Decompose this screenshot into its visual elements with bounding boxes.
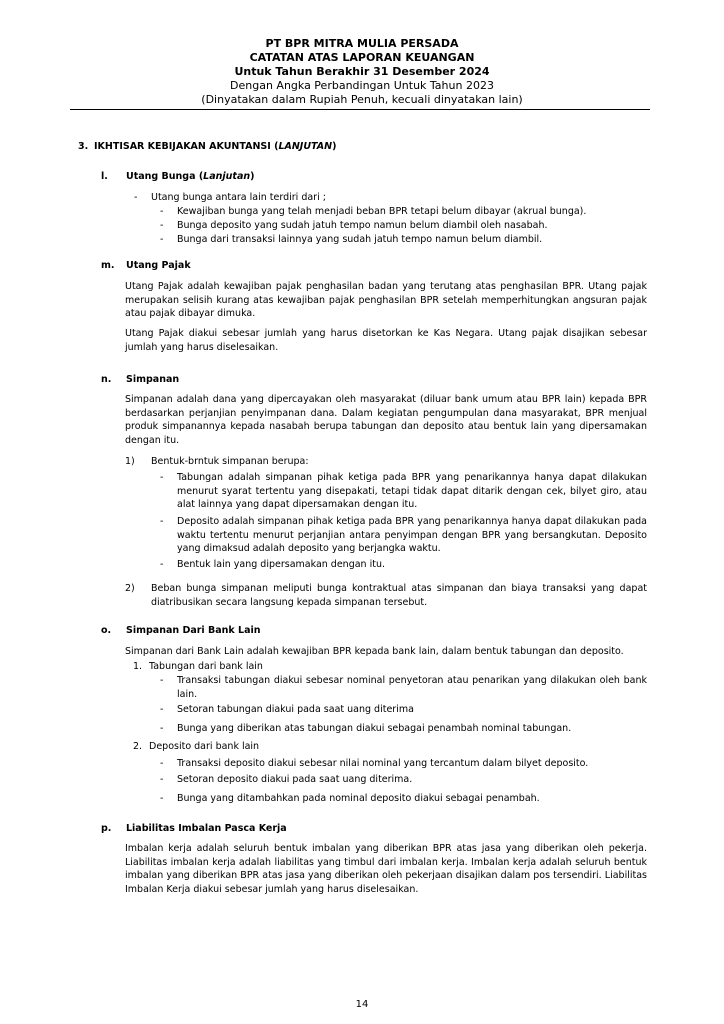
subsection-title <box>126 171 254 182</box>
subsection-title: Utang Pajak <box>126 260 191 271</box>
item-number: 1) <box>125 456 135 467</box>
report-title: CATATAN ATAS LAPORAN KEUANGAN <box>249 51 475 64</box>
bullet-dash: - <box>160 704 164 715</box>
bullet-dash: - <box>160 559 164 570</box>
paragraph: Utang Pajak adalah kewajiban pajak penghasilan badan yang terutang atas penghasilan BPR. Utang pajak merupakan selisih kurang atas kewajiban pajak penghasilan BPR setelah memperhitungkan angsuran pajak atau pajak dibayar dimuka. <box>125 281 647 319</box>
page-number: 14 <box>355 999 369 1010</box>
bullet-dash: - <box>160 206 164 217</box>
subsection-title-text: Utang Bunga ( <box>126 171 204 182</box>
paragraph: Imbalan kerja adalah seluruh bentuk imbalan yang diberikan BPR atas jasa yang diberikan oleh pekerja. Liabilitas imbalan kerja adalah liabilitas yang timbul dari imbalan kerja. Imbalan kerja adalah seluruh bentuk imbalan yang diberikan BPR atas jasa yang diberikan oleh pekerjaan disajikan dalam pos tersendiri. Liabilitas Imbalan Kerja diakui sebesar jumlah yang harus diselesaikan. <box>125 843 647 895</box>
subsection-title: Simpanan Dari Bank Lain <box>126 625 261 636</box>
section-number: 3. <box>78 141 89 152</box>
paragraph: Utang Pajak diakui sebesar jumlah yang harus disetorkan ke Kas Negara. Utang pajak disajikan sebesar jumlah yang harus diselesaikan. <box>125 328 647 353</box>
list-item-text: Bunga yang ditambahkan pada nominal deposito diakui sebagai penambah. <box>177 793 540 804</box>
list-item-text: Deposito adalah simpanan pihak ketiga pada BPR yang penarikannya hanya dapat dilakukan pada waktu tertentu menurut perjanjian antara penyimpan dengan BPR yang bersangkutan. Deposito yang dimaksud adalah deposito yang berjangka waktu. <box>177 516 647 554</box>
list-item-text: Bunga deposito yang sudah jatuh tempo namun belum diambil oleh nasabah. <box>177 220 548 231</box>
subsection-title-end: ) <box>250 171 255 182</box>
bullet-dash: - <box>160 516 164 527</box>
company-name: PT BPR MITRA MULIA PERSADA <box>265 37 459 50</box>
subsection-title: Liabilitas Imbalan Pasca Kerja <box>126 823 287 834</box>
list-item-text: Setoran deposito diakui pada saat uang diterima. <box>177 774 413 785</box>
report-header <box>70 37 654 107</box>
bullet-dash: - <box>160 472 164 483</box>
subsection-letter: m. <box>101 260 115 271</box>
paragraph: Simpanan dari Bank Lain adalah kewajiban BPR kepada bank lain, dalam bentuk tabungan dan deposito. <box>125 646 624 657</box>
list-item-text: Bunga yang diberikan atas tabungan diakui sebagai penambah nominal tabungan. <box>177 723 572 734</box>
section-title: IKHTISAR KEBIJAKAN AKUNTANSI ( <box>94 141 279 152</box>
list-item-text: Utang bunga antara lain terdiri dari ; <box>151 192 326 203</box>
item-text: Bentuk-brntuk simpanan berupa: <box>151 456 309 467</box>
section-heading <box>78 141 336 152</box>
bullet-dash: - <box>160 220 164 231</box>
list-item-text: Setoran tabungan diakui pada saat uang diterima <box>177 704 414 715</box>
bullet-dash: - <box>160 758 164 769</box>
subsection-title: Simpanan <box>126 374 180 385</box>
comparison-note: Dengan Angka Perbandingan Untuk Tahun 2023 <box>230 79 494 92</box>
list-item-text: Tabungan adalah simpanan pihak ketiga pada BPR yang penarikannya hanya dapat dilakukan menurut syarat tertentu yang disepakati, tetapi tidak dapat ditarik dengan cek, bilyet giro, atau alat lainnya yang dapat dipersamakan dengan itu. <box>177 472 647 510</box>
subsection-letter: n. <box>101 374 112 385</box>
item-text: Deposito dari bank lain <box>149 741 260 752</box>
currency-note: (Dinyatakan dalam Rupiah Penuh, kecuali dinyatakan lain) <box>201 93 523 106</box>
bullet-dash: - <box>160 675 164 686</box>
list-item-text: Transaksi tabungan diakui sebesar nominal penyetoran atau penarikan yang dilakukan oleh bank lain. <box>177 675 647 700</box>
item-text: Tabungan dari bank lain <box>149 661 263 672</box>
item-text: Beban bunga simpanan meliputi bunga kontraktual atas simpanan dan biaya transaksi yang dapat diatribusikan secara langsung kepada simpanan tersebut. <box>151 583 647 608</box>
list-item-text: Bunga dari transaksi lainnya yang sudah jatuh tempo namun belum diambil. <box>177 234 543 245</box>
bullet-dash: - <box>160 723 164 734</box>
bullet-dash: - <box>160 774 164 785</box>
item-number: 2. <box>133 741 143 752</box>
subsection-letter: l. <box>101 171 108 182</box>
list-item-text: Transaksi deposito diakui sebesar nilai nominal yang tercantum dalam bilyet deposito. <box>177 758 589 769</box>
bullet-dash: - <box>160 793 164 804</box>
item-number: 1. <box>133 661 143 672</box>
section-title-end: ) <box>332 141 337 152</box>
subsection-letter: o. <box>101 625 112 636</box>
report-period: Untuk Tahun Berakhir 31 Desember 2024 <box>234 65 490 78</box>
list-item-text: Kewajiban bunga yang telah menjadi beban BPR tetapi belum dibayar (akrual bunga). <box>177 206 587 217</box>
list-item-text: Bentuk lain yang dipersamakan dengan itu. <box>177 559 385 570</box>
section-title-italic: LANJUTAN <box>278 141 333 152</box>
item-number: 2) <box>125 583 135 594</box>
subsection-letter: p. <box>101 823 112 834</box>
bullet-dash: - <box>160 234 164 245</box>
subsection-title-italic: Lanjutan <box>203 171 251 182</box>
paragraph: Simpanan adalah dana yang dipercayakan oleh masyarakat (diluar bank umum atau BPR lain) kepada BPR berdasarkan perjanjian penyimpanan dana. Dalam kegiatan pengumpulan dana masyarakat, BPR menjual produk simpanannya kepada nasabah berupa tabungan dan deposito atau bentuk lain yang dipersamakan dengan itu. <box>125 394 647 446</box>
header-divider <box>70 109 650 110</box>
bullet-dash: - <box>134 192 138 203</box>
